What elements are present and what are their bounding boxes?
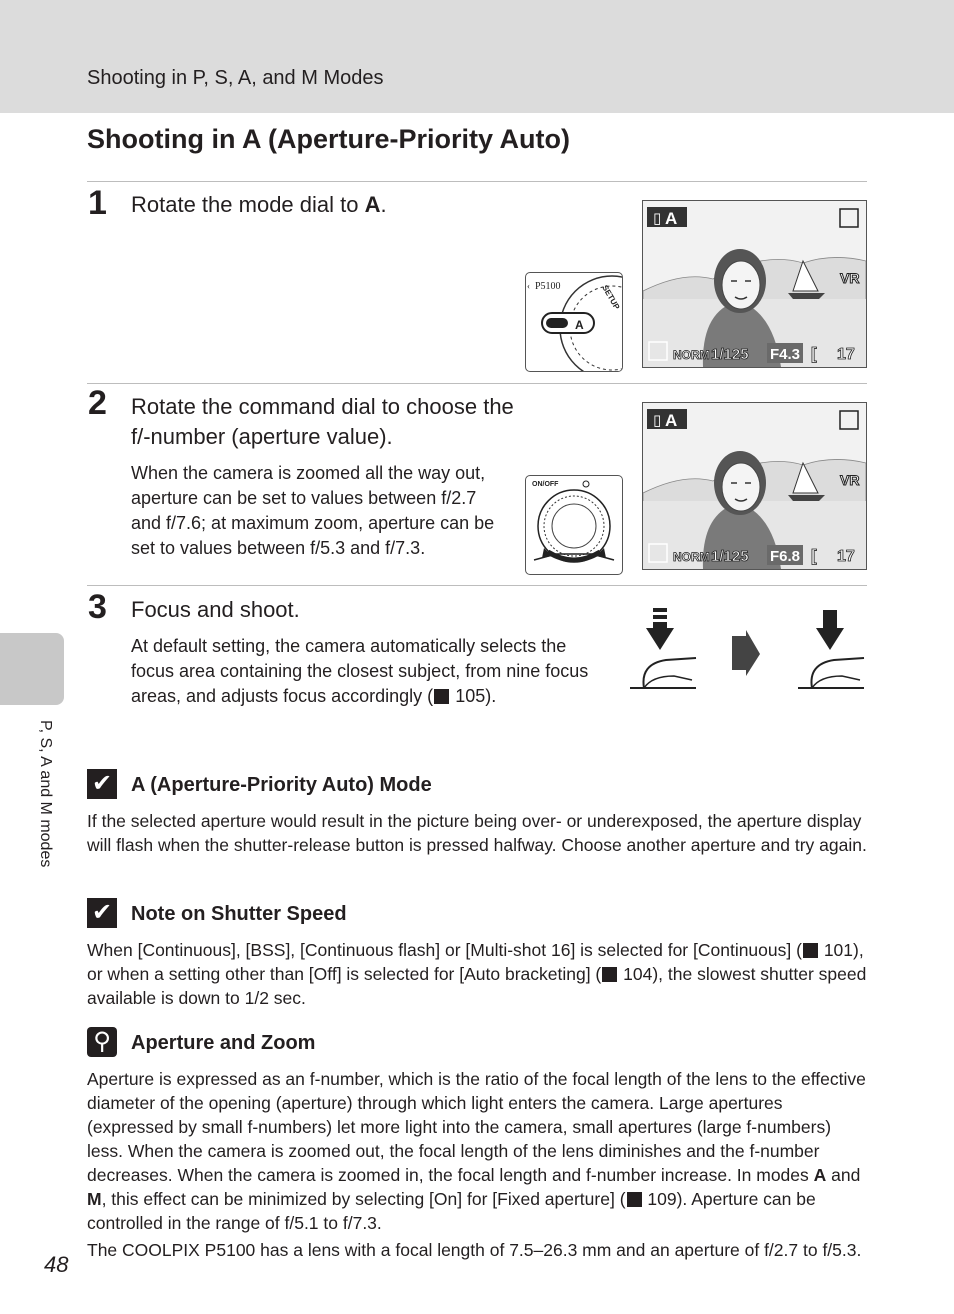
lcd-quality: NORM [673,348,710,362]
step-1-title: Rotate the mode dial to A. [131,192,387,217]
divider [87,585,867,586]
note-3-extra: The COOLPIX P5100 has a lens with a focal length of 7.5–26.3 mm and an aperture of f/2.7 to f/5.3. [87,1240,862,1260]
lcd-shutter-speed: 1/125 [711,346,749,363]
svg-text:[: [ [811,546,817,565]
command-dial-illustration [525,475,623,575]
divider [87,383,867,384]
checkmark-icon: ✔ [87,769,117,799]
dial-model-label: P5100 [535,281,561,292]
step-2-number: 2 [88,384,107,422]
lcd-mode-indicator: A [665,411,678,430]
lcd-aperture-value: F4.3 [770,346,801,363]
shutter-press-illustration [626,604,868,696]
page-ref-icon [803,943,818,958]
step-1-number: 1 [88,184,107,222]
note-2-body: When [Continuous], [BSS], [Continuous flash] or [Multi-shot 16] is selected for [Continuous] ( 101), or when a setting other than [Off] is selected for [Auto bracketing] ( 104), the slowest shutter speed available is down to 1/2 sec. [87,940,867,1008]
lcd-vr-indicator: VR [840,472,860,488]
note-3-title: Aperture and Zoom [131,1032,316,1054]
page-ref-icon [602,967,617,982]
mode-letter: A [364,192,381,217]
lcd-aperture-value: F6.8 [770,548,801,565]
header-band [0,0,954,113]
lcd-mode-indicator: A [665,209,678,228]
step-2-title: Rotate the command dial to choose the f/-number (aperture value). [131,394,514,449]
checkmark-icon: ✔ [87,898,117,928]
lcd-quality: NORM [673,550,710,564]
svg-text:[: [ [811,344,817,363]
magnifier-icon: ⚲ [87,1027,117,1057]
lcd-frame-count: 17 [837,548,855,565]
step-3-number: 3 [88,588,107,626]
dial-mode-label: A [575,318,584,332]
power-button-label: ON/OFF [532,481,559,488]
note-3-body: Aperture is expressed as an f-number, which is the ratio of the focal length of the lens to the effective diameter of the opening (aperture) through which light enters the camera. Large apertures (expressed by small f-numbers) let more light into the camera, small apertures (large f-numbers) less. When the camera is zoomed out, the focal length of the lens diminishes and the f-number decreases. When the camera is zoomed in, the focal length and f-number increase. In modes A and M, this effect can be minimized by selecting [On] for [Fixed aperture] ( 109). Aperture can be controlled in the range of f/5.1 to f/7.3. [87,1069,866,1233]
running-head: Shooting in P, S, A, and M Modes [87,67,384,89]
note-1-body: If the selected aperture would result in the picture being over- or underexposed, the aperture display will flash when the shutter-release button is pressed halfway. Choose another aperture and try again. [87,811,867,855]
dial-setup-label: SETUP [600,283,622,312]
svg-text:‹: ‹ [527,281,530,291]
page-title: Shooting in A (Aperture-Priority Auto) [87,124,570,154]
mode-dial-illustration [525,272,623,372]
page-ref-icon [434,689,449,704]
page-number: 48 [44,1252,69,1277]
svg-text:▯: ▯ [653,412,662,429]
chapter-tab [0,633,64,705]
step-3-title: Focus and shoot. [131,597,300,622]
lcd-shutter-speed: 1/125 [711,548,749,565]
chapter-label: P, S, A and M modes [37,720,54,868]
lcd-vr-indicator: VR [840,270,860,286]
lcd-screen-1 [642,200,867,368]
svg-text:▯: ▯ [653,210,662,227]
step-2-body: When the camera is zoomed all the way out, aperture can be set to values between f/2.7 and f/7.6; at maximum zoom, aperture can be set to values between f/5.3 and f/7.3. [131,463,495,558]
divider [87,181,867,182]
page-ref-icon [627,1192,642,1207]
full-press-icon [798,610,864,688]
lcd-frame-count: 17 [837,346,855,363]
arrow-right-icon [732,630,760,676]
note-1-title: A (Aperture-Priority Auto) Mode [131,774,432,796]
half-press-icon [630,608,696,688]
step-3-body: At default setting, the camera automatically selects the focus area containing the closest subject, from nine focus areas, and adjusts focus accordingly ( 105). [131,636,589,706]
lcd-screen-2 [642,402,867,570]
note-2-title: Note on Shutter Speed [131,903,347,925]
